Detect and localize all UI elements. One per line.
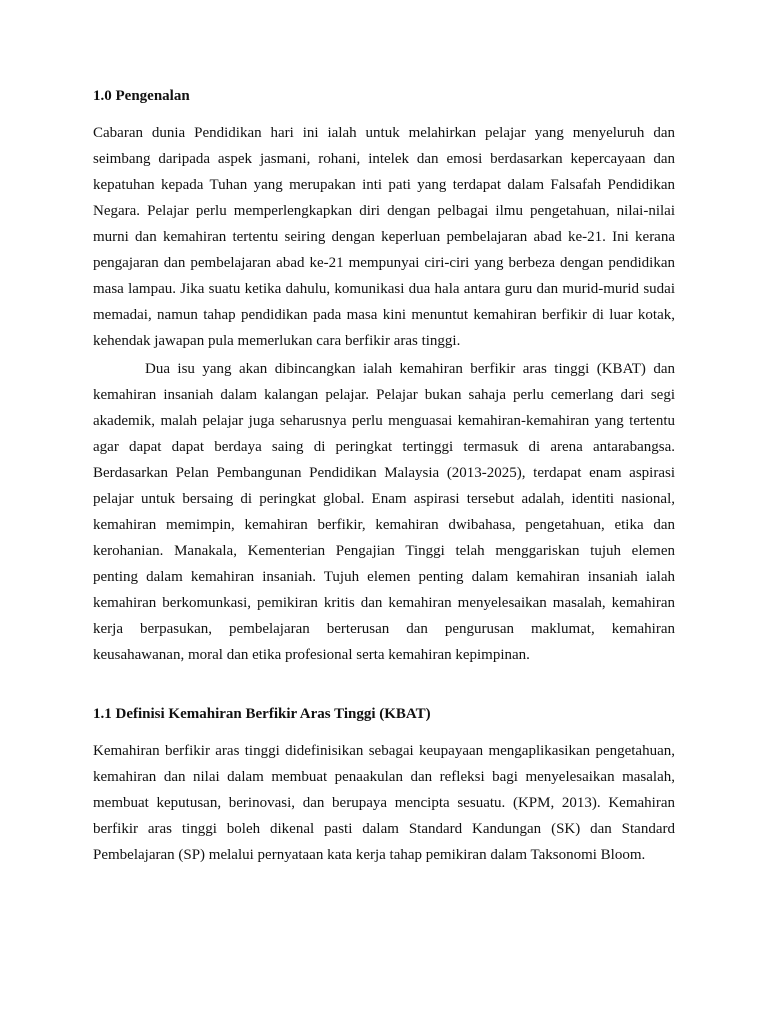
text-line: seimbang daripada aspek jasmani, rohani, intelek dan emosi berdasarkan kepercayaan dan: [93, 151, 675, 167]
text-line: kemahiran berkomunkasi, pemikiran kritis dan kemahiran menyelesaikan masalah, kemahiran: [93, 595, 675, 611]
text-line: Pembelajaran (SP) melalui pernyataan kata kerja tahap pemikiran dalam Taksonomi Bloom.: [93, 847, 646, 863]
text-line: Negara. Pelajar perlu memperlengkapkan diri dengan pelbagai ilmu pengetahuan, nilai-nilai: [93, 203, 675, 219]
text-line: akademik, malah pelajar juga seharusnya perlu menguasai kemahiran-kemahiran yang tertentu: [93, 413, 675, 429]
text-line: kepatuhan kepada Tuhan yang merupakan inti pati yang terdapat dalam Falsafah Pendidikan: [93, 177, 675, 193]
text-line: masa lampau. Jika suatu ketika dahulu, komunikasi dua hala antara guru dan murid-murid sudai: [93, 281, 675, 297]
section-heading-pengenalan: 1.0 Pengenalan: [93, 88, 190, 104]
text-line: kehendak jawapan pula memerlukan cara berfikir aras tinggi.: [93, 333, 461, 349]
text-line: penting dalam kemahiran insaniah. Tujuh elemen penting dalam kemahiran insaniah ialah: [93, 569, 675, 585]
text-line: Kemahiran berfikir aras tinggi didefinisikan sebagai keupayaan mengaplikasikan pengetahuan,: [93, 743, 675, 759]
paragraph-intro-2: [93, 356, 675, 668]
text-line: Dua isu yang akan dibincangkan ialah kemahiran berfikir aras tinggi (KBAT) dan: [145, 361, 675, 377]
text-line: kemahiran memimpin, kemahiran berfikir, kemahiran dwibahasa, pengetahuan, etika dan: [93, 517, 675, 533]
text-line: memadai, namun tahap pendidikan pada masa kini menuntut kemahiran berfikir di luar kotak,: [93, 307, 675, 323]
text-line: pelajar untuk bersaing di peringkat global. Enam aspirasi tersebut adalah, identiti nasional,: [93, 491, 675, 507]
text-line: kerohanian. Manakala, Kementerian Pengajian Tinggi telah menggariskan tujuh elemen: [93, 543, 675, 559]
section-heading-definisi-kbat: 1.1 Definisi Kemahiran Berfikir Aras Tinggi (KBAT): [93, 706, 431, 722]
text-line: Berdasarkan Pelan Pembangunan Pendidikan Malaysia (2013-2025), terdapat enam aspirasi: [93, 465, 675, 481]
text-line: Cabaran dunia Pendidikan hari ini ialah untuk melahirkan pelajar yang menyeluruh dan: [93, 125, 675, 141]
text-line: murni dan kemahiran tertentu seiring dengan keperluan pembelajaran abad ke-21. Ini kerana: [93, 229, 675, 245]
text-line: keusahawanan, moral dan etika profesional serta kemahiran kepimpinan.: [93, 647, 530, 663]
text-line: membuat keputusan, berinovasi, dan berupaya mencipta sesuatu. (KPM, 2013). Kemahiran: [93, 795, 675, 811]
text-line: kemahiran insaniah dalam kalangan pelajar. Pelajar bukan sahaja perlu cemerlang dari segi: [93, 387, 675, 403]
text-line: kerja berpasukan, pembelajaran berterusan dan pengurusan maklumat, kemahiran: [93, 621, 675, 637]
paragraph-definisi-kbat: [93, 738, 675, 868]
text-line: pengajaran dan pembelajaran abad ke-21 mempunyai ciri-ciri yang berbeza dengan pendidikan: [93, 255, 675, 271]
text-line: agar dapat dapat berdaya saing di peringkat tertinggi termasuk di arena antarabangsa.: [93, 439, 675, 455]
text-line: berfikir aras tinggi boleh dikenal pasti dalam Standard Kandungan (SK) dan Standard: [93, 821, 675, 837]
text-line: kemahiran dan nilai dalam membuat penaakulan dan refleksi bagi menyelesaikan masalah,: [93, 769, 675, 785]
paragraph-intro-1: [93, 120, 675, 354]
